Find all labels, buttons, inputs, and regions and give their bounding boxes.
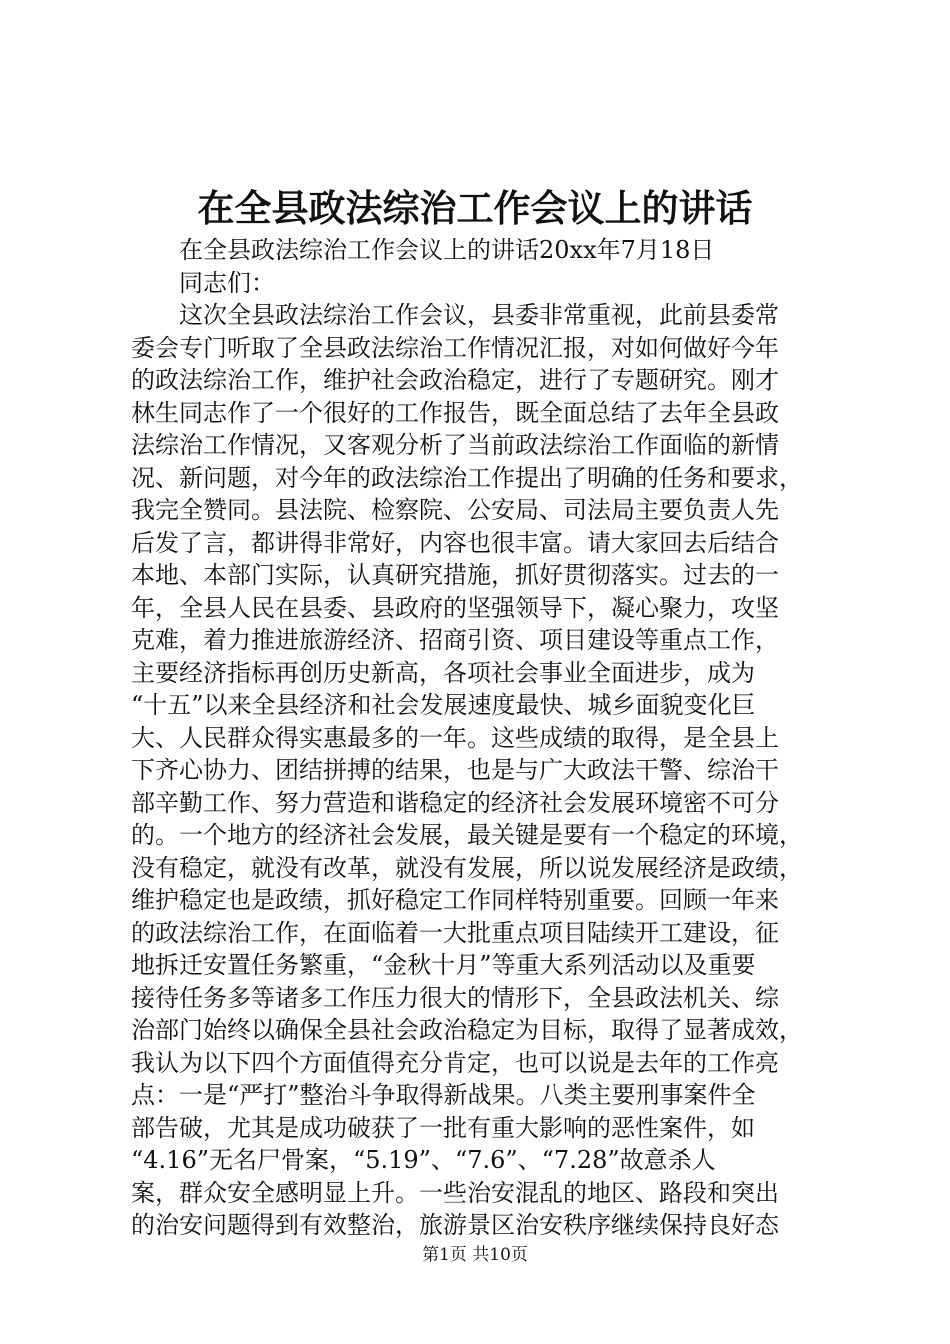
body-line: 委会专门听取了全县政法综治工作情况汇报，对如何做好今年 bbox=[131, 333, 779, 362]
body-line: 法综治工作情况，又客观分析了当前政法综治工作面临的新情 bbox=[131, 431, 779, 459]
body-line: 治部门始终以确保全县社会政治稳定为目标，取得了显著成效， bbox=[131, 1016, 803, 1044]
body-line: 维护稳定也是政绩，抓好稳定工作同样特别重要。回顾一年来 bbox=[131, 886, 779, 914]
body-line: 下齐心协力、团结拼搏的结果，也是与广大政法干警、综治干 bbox=[131, 756, 779, 784]
body-line: 后发了言，都讲得非常好，内容也很丰富。请大家回去后结合 bbox=[131, 528, 779, 557]
body-line: 这次全县政法综治工作会议，县委非常重视，此前县委常 bbox=[179, 301, 779, 329]
body-line: 同志们： bbox=[179, 268, 275, 297]
body-line: 大、人民群众得实惠最多的一年。这些成绩的取得，是全县上 bbox=[131, 723, 779, 752]
body-line: 我完全赞同。县法院、检察院、公安局、司法局主要负责人先 bbox=[131, 496, 779, 524]
body-line: 我认为以下四个方面值得充分肯定，也可以说是去年的工作亮 bbox=[131, 1048, 779, 1077]
body-line: 在全县政法综治工作会议上的讲话20xx年7月18日 bbox=[179, 236, 715, 264]
body-line: 没有稳定，就没有改革，就没有发展，所以说发展经济是政绩， bbox=[131, 853, 803, 882]
body-line: 点：一是“严打”整治斗争取得新战果。八类主要刑事案件全 bbox=[131, 1081, 756, 1109]
body-line: 的政法综治工作，维护社会政治稳定，进行了专题研究。刚才 bbox=[131, 366, 779, 394]
body-line: 况、新问题，对今年的政法综治工作提出了明确的任务和要求， bbox=[131, 463, 803, 492]
body-line: 部辛勤工作、努力营造和谐稳定的经济社会发展环境密不可分 bbox=[131, 788, 779, 817]
body-line: “十五”以来全县经济和社会发展速度最快、城乡面貌变化巨 bbox=[131, 691, 756, 719]
body-line: 案，群众安全感明显上升。一些治安混乱的地区、路段和突出 bbox=[131, 1178, 779, 1207]
document-body bbox=[131, 234, 831, 1242]
body-line: 克难，着力推进旅游经济、招商引资、项目建设等重点工作， bbox=[131, 626, 779, 654]
body-line: 接待任务多等诸多工作压力很大的情形下，全县政法机关、综 bbox=[131, 983, 779, 1012]
document-title: 在全县政法综治工作会议上的讲话 bbox=[197, 186, 753, 230]
body-line: 主要经济指标再创历史新高，各项社会事业全面进步，成为 bbox=[131, 658, 755, 687]
body-line: 林生同志作了一个很好的工作报告，既全面总结了去年全县政 bbox=[131, 398, 779, 427]
body-line: 的。一个地方的经济社会发展，最关键是要有一个稳定的环境， bbox=[131, 821, 803, 849]
body-line: 年，全县人民在县委、县政府的坚强领导下，凝心聚力，攻坚 bbox=[131, 593, 779, 622]
page-number: 第1页 共10页 bbox=[422, 1245, 528, 1265]
body-line: 地拆迁安置任务繁重，“金秋十月”等重大系列活动以及重要 bbox=[131, 951, 756, 979]
body-line: 的政法综治工作，在面临着一大批重点项目陆续开工建设，征 bbox=[131, 918, 779, 947]
body-line: 本地、本部门实际，认真研究措施，抓好贯彻落实。过去的一 bbox=[131, 561, 779, 589]
body-line: “4.16”无名尸骨案，“5.19”、“7.6”、“7.28”故意杀人 bbox=[131, 1146, 716, 1174]
body-line: 的治安问题得到有效整治，旅游景区治安秩序继续保持良好态 bbox=[131, 1211, 779, 1239]
body-line: 部告破，尤其是成功破获了一批有重大影响的恶性案件，如 bbox=[131, 1113, 755, 1142]
